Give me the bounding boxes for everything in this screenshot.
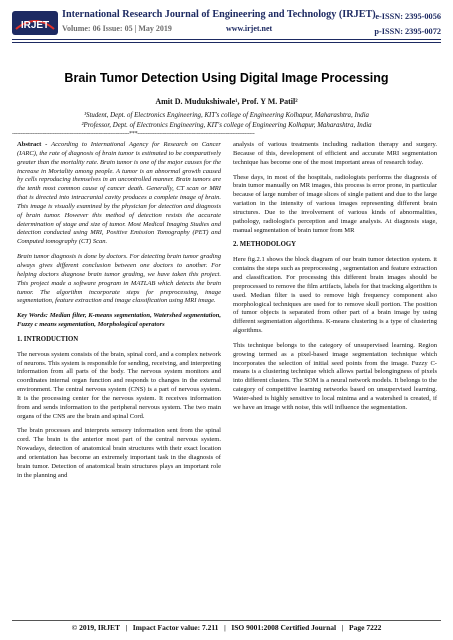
header-rule (12, 39, 441, 40)
introduction-heading: 1. INTRODUCTION (17, 335, 79, 343)
irjet-logo (12, 9, 58, 37)
journal-volume: Volume: 06 Issue: 05 | May 2019 (62, 24, 172, 33)
header-rule-thin (12, 42, 441, 43)
abstract-label: Abstract - (17, 141, 52, 148)
methodology-heading: 2. METHODOLOGY (233, 241, 297, 249)
paper-authors: Amit D. Mudukshiwale¹, Prof. Y M. Patil² (155, 97, 298, 106)
affiliation-2: ²Professor, Dept. of Electronics Engineering, KIT's college of Engineering Kolhapur, Maharashtra, India (81, 121, 372, 129)
footer-page-number: Page 7222 (349, 623, 382, 632)
footer-copyright: © 2019, IRJET (71, 623, 120, 632)
pissn: p-ISSN: 2395-0072 (374, 27, 441, 36)
methodology-paragraph-2: This technique belongs to the category of unsupervised learning. Region growing termed as a pixel-based image segmentation technique which incorporates the selection of initial seed points from the image. Fuzzy C-means is a clustering technique which allows partial belongingness of pixels into different clusters. The SOM is a neural network models. It belongs to the category of competitive learning networks based on unsupervised learning. Water-shed is highly sensitive to local minima and a watershed is created, if we have an image with noise, this will influence the segmentation. (233, 341, 437, 411)
page-footer: © 2019, IRJET | Impact Factor value: 7.211 | ISO 9001:2008 Certified Journal | Page 7222 (71, 623, 382, 632)
journal-name: International Research Journal of Engineering and Technology (IRJET) (62, 9, 376, 20)
journal-website[interactable]: www.irjet.net (226, 24, 273, 33)
abstract (17, 141, 221, 247)
footer-rule (12, 620, 441, 621)
right-column (233, 141, 437, 419)
introduction-paragraph-1: The nervous system consists of the brain, spinal cord, and a complex network of neurons. This system is responsible for sending, receiving, and interpreting information from all parts of the body. The nervous system monitors and coordinates internal organ function and responds to changes in the external environment. The central nervous system (CNS) is a part of nervous system. It is the processing center for the nervous system. It receives information from and sends information to the peripheral nervous system. The two main organs of the CNS are the brain and spinal Cord. (17, 350, 221, 420)
right-paragraph-1: analysis of various treatments including radiation therapy and surgery. Because of this, development of efficient and accurate MRI segmentation technique has become one of the most important areas of research today. (233, 141, 437, 166)
affiliations (0, 111, 453, 130)
abstract-text: According to International Agency for Research on Cancer (IARC), the rate of diagnosis of brain tumor is estimated to be comparatively greater than the mortality rate. Brain tumor is one of the major causes for the increase in Mortality among people. A tumor is an abnormal growth caused by cells reproducing themselves in an uncontrolled manner. Brain tumors are the tenth most common cause of cancer death. Generally, CT scan or MRI that is directed into intracranial cavity produces a complete image of brain. This image is visually examined by the physician for detection and diagnosis of brain tumor. However this method of detection resists the accurate determination of stage and size of tumor. Most Medical Imaging Studies and detection conducted using MRI, Positive Emission Tomography (PET) and Computed tomography (CT) Scan. (17, 141, 221, 246)
section-separator: ---------------------------------------------------------------------***--------------------------------------------------------------------- (12, 131, 255, 137)
footer-impact-factor: Impact Factor value: 7.211 (132, 623, 219, 632)
methodology-paragraph-1: Here fig.2.1 shows the block diagram of our brain tumor detection system. it contains the steps such as preprocessing , segmentation and feature extraction and classification. For processing this different brain images should be preprocessed to remove the film artifacts, labels for that tracking algorithm is used. Median filter is used to remove high frequency component also morphological techniques are used for to remove skull portion. The position of tumor objects is separated from other part of a brain image by using different segmentation algorithms. K-means clustering is a type of clustering algorithms. (233, 256, 437, 335)
keywords: Key Words: Median filter, K-means segmentation, Watershed segmentation, Fuzzy c means segmentation, Morphological operators (17, 312, 221, 329)
left-column (17, 141, 221, 487)
issn-block (374, 9, 441, 39)
affiliation-1: ¹Student, Dept. of Electronics Engineering, KIT's college of Engineering Kolhapur, Maharashtra, India (83, 112, 369, 119)
right-paragraph-2: These days, in most of the hospitals, radiologists performs the diagnosis of brain tumor manually on MR images, this process is error prone, in particular because of large number of image slices of single patient and due to the large variation in the intensity of various images representing different brain structures. Due to the involvement of various kinds of abnormalities, pathology, radiologist's perception and image analysis. At diagnosis stage, manual segmentation of brain tumor from MR (233, 173, 437, 234)
introduction-paragraph-2: The brain processes and interprets sensory information sent from the spinal cord. The brain is the anterior most part of the central nervous system. Nowadays, detection of anatomical brain structures with their exact location and orientation has become an extremely important task in the diagnosis of brain tumor. Detection of anatomical brain structures plays an important role in the planning and (17, 427, 221, 479)
logo-text: IRJET (20, 20, 50, 31)
footer-iso: ISO 9001:2008 Certified Journal (231, 623, 337, 632)
abstract-paragraph-2: Brain tumor diagnosis is done by doctors. For detecting brain tumor grading always gives different conclusion between one doctors to another. For helping doctors diagnose brain tumor grading, we have taken this project. This project made a software program in MATLAB which detects the brain tumor. The algorithm incorporate steps for preprocessing, image segmentation, feature extraction and image classification using MRI image. (17, 253, 221, 305)
eissn: e-ISSN: 2395-0056 (375, 12, 441, 21)
paper-title: Brain Tumor Detection Using Digital Image Processing (64, 71, 389, 85)
